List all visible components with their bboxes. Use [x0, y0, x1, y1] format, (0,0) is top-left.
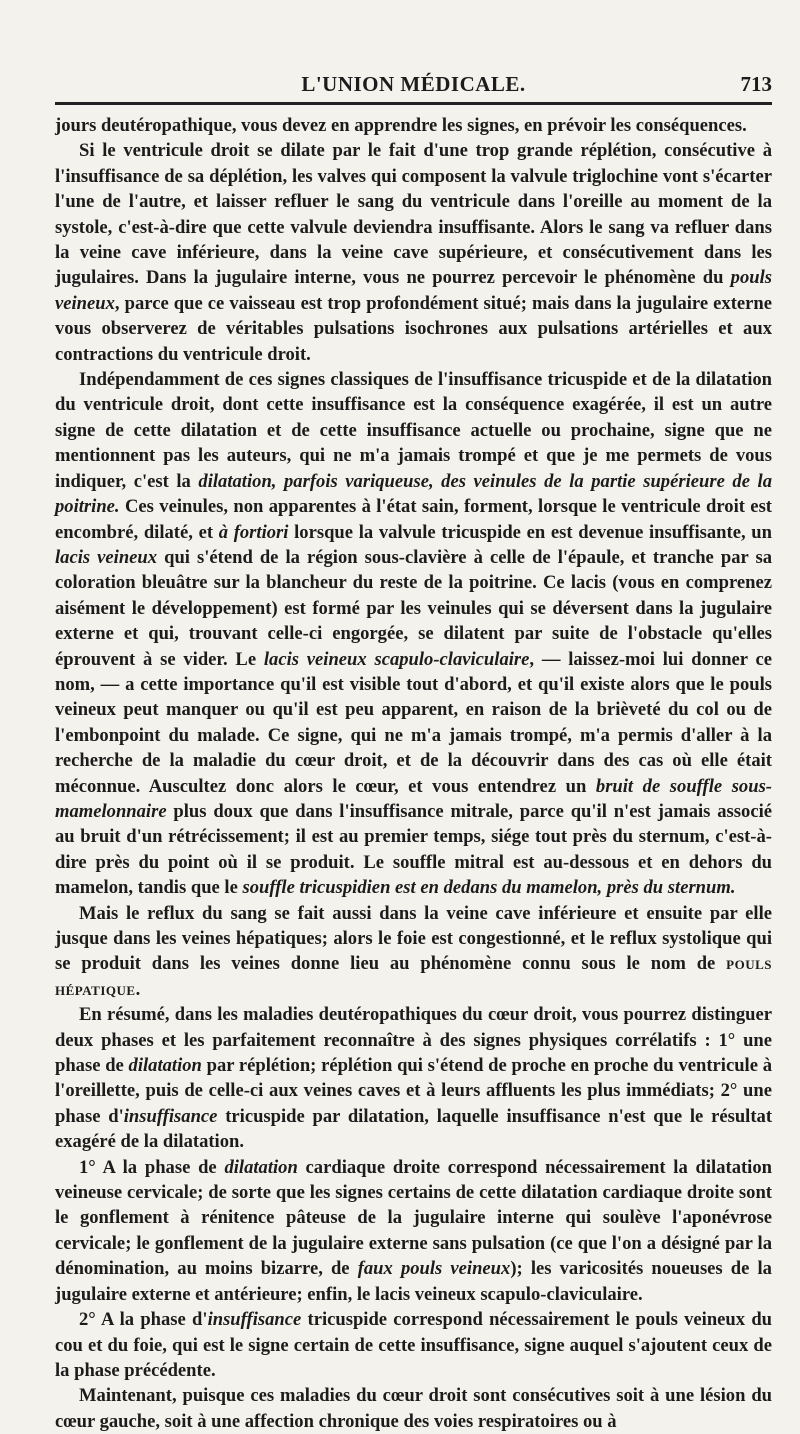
- italic-run: lacis veineux scapulo-claviculaire: [263, 648, 530, 670]
- italic-run: bruit de souffle sous-mamelonnaire: [55, 775, 772, 822]
- text-run: 2° A la phase d': [79, 1309, 208, 1331]
- italic-run: insuffisance: [207, 1309, 302, 1331]
- italic-run: dilatation, parfois variqueuse, des veinules de la partie supérieure de la poitrine.: [55, 470, 772, 518]
- text-run: tricuspide correspond nécessairement le pouls veineux du cou et du foie, qui est le signe certain de cette insuffisance, signe auquel s'ajoutent ceux de la phase précédente.: [55, 1309, 772, 1381]
- paragraph: [55, 1002, 772, 1154]
- italic-run: pouls veineux: [55, 267, 772, 314]
- text-run: , — laissez-moi lui donner ce nom, — a cette importance qu'il est visible tout d'abord, et qu'il existe alors que le pouls veineux peut manquer ou qu'il est peu apparent, en raison de la brièveté du col ou de l'embonpoint du malade. Ce signe, qui ne m'a jamais trompé, m'a permis d'aller à la recherche de la maladie du cœur droit, et de la découvrir dans des cas où elle était méconnue. Auscultez donc alors le cœur, et vous entendrez un: [55, 648, 773, 797]
- header-rule: [55, 102, 772, 105]
- text-run: jours deutéropathique, vous devez en apprendre les signes, en prévoir les conséquences.: [55, 115, 747, 136]
- text-run: par réplétion; réplétion qui s'étend de proche en proche du ventricule à l'oreillette, puis de celle-ci aux veines caves et à leurs affluents les plus immédiats; 2° une phase d': [55, 1055, 773, 1127]
- text-run: qui s'étend de la région sous-clavière à celle de l'épaule, et tranche par sa coloration bleuâtre sur la blancheur du reste de la poitrine. Ce lacis (vous en comprenez aisément le développement) est formé par les veinules qui se déversent dans la jugulaire externe et qui, trouvant celle-ci engorgée, se dilatent par suite de l'obstacle qu'elles éprouvent à se vider. Le: [55, 546, 772, 670]
- paragraph: [55, 1307, 772, 1383]
- text-run: 1° A la phase de: [79, 1156, 225, 1178]
- text-run: lorsque la valvule tricuspide en est devenue insuffisante, un: [288, 521, 772, 543]
- italic-run: insuffisance: [123, 1105, 218, 1127]
- text-run: Si le ventricule droit se dilate par le fait d'une trop grande réplétion, consécutive à l'insuffisance de sa déplétion, les valves qui composent la valvule triglochine vont s'écarter l'une de l'autre, et laisser refluer le sang du ventricule dans l'oreille au moment de la systole, c'est-à-dire que cette valvule deviendra insuffisante. Alors le sang va refluer dans la veine cave inférieure, dans la veine cave supérieure, et consécutivement dans les jugulaires. Dans la jugulaire interne, vous ne pourrez percevoir le phénomène du: [55, 140, 772, 289]
- italic-run: faux pouls veineux: [357, 1258, 511, 1280]
- text-run: .: [135, 978, 141, 1000]
- text-run: ); les varicosités noueuses de la jugulaire externe et antérieure; enfin, le lacis veineux scapulo-claviculaire.: [55, 1258, 772, 1305]
- paragraph: [55, 1155, 772, 1307]
- small-caps-run: pouls hépatique: [55, 953, 772, 1000]
- italic-run: dilatation: [224, 1156, 298, 1178]
- paragraph: [55, 901, 772, 1003]
- text-run: Mais le reflux du sang se fait aussi dans la veine cave inférieure et ensuite par elle jusque dans les veines hépatiques; alors le foie est congestionné, et le reflux systolique qui se produit dans les veines donne lieu au phénomène connu sous le nom de: [55, 902, 772, 975]
- text-run: cardiaque droite correspond nécessairement la dilatation veineuse cervicale; de sorte que les signes certains de cette dilatation cardiaque droite sont le gonflement à rénitence pâteuse de la jugulaire interne qui soulève l'aponévrose cervicale; le gonflement de la jugulaire externe sans pulsation (ce que l'on a désigné par la dénomination, au moins bizarre, de: [55, 1156, 772, 1280]
- text-run: Maintenant, puisque ces maladies du cœur droit sont consécutives soit à une lésion du cœur gauche, soit à une affection chronique des voies respiratoires ou à: [55, 1385, 772, 1432]
- paragraph: [55, 367, 772, 901]
- paragraph: [55, 138, 772, 367]
- italic-run: à fortiori: [218, 521, 289, 543]
- text-run: Ces veinules, non apparentes à l'état sain, forment, lorsque le ventricule droit est encombré, dilaté, et: [55, 496, 772, 543]
- text-run: tricuspide par dilatation, laquelle insuffisance n'est que le résultat exagéré de la dilatation.: [55, 1105, 773, 1153]
- text-run: En résumé, dans les maladies deutéropathiques du cœur droit, vous pourrez distinguer deux phases et les parfaitement reconnaître à des signes physiques corrélatifs : 1° une phase de: [55, 1004, 772, 1077]
- text-run: Indépendamment de ces signes classiques de l'insuffisance tricuspide et de la dilatation du ventricule droit, dont cette insuffisance est la conséquence exagérée, il est un autre signe de cette dilatation et de cette insuffisance actuelle ou prochaine, signe que ne mentionnent pas les auteurs, qui ne m'a jamais trompé et que je me permets de vous indiquer, c'est la: [55, 369, 772, 492]
- italic-run: dilatation: [128, 1055, 202, 1077]
- paragraph: [55, 1383, 772, 1434]
- text-run: , parce que ce vaisseau est trop profondément situé; mais dans la jugulaire externe vous observerez de véritables pulsations isochrones aux pulsations artérielles et aux contractions du ventricule droit.: [55, 292, 772, 365]
- text-run: plus doux que dans l'insuffisance mitrale, parce qu'il n'est jamais associé au bruit d'un rétrécissement; il est au premier temps, siége tout près du sternum, c'est-à-dire près du point où il se produit. Le souffle mitral est au-dessous et en dehors du mamelon, tandis que le: [55, 800, 772, 899]
- italic-run: lacis veineux: [55, 546, 158, 568]
- italic-run: souffle tricuspidien est en dedans du mamelon, près du sternum.: [242, 877, 736, 899]
- page-number: 713: [740, 72, 772, 96]
- running-header: [55, 68, 772, 102]
- paragraph: [55, 113, 772, 138]
- article-body: [55, 113, 772, 1434]
- journal-title: L'UNION MÉDICALE.: [301, 72, 526, 96]
